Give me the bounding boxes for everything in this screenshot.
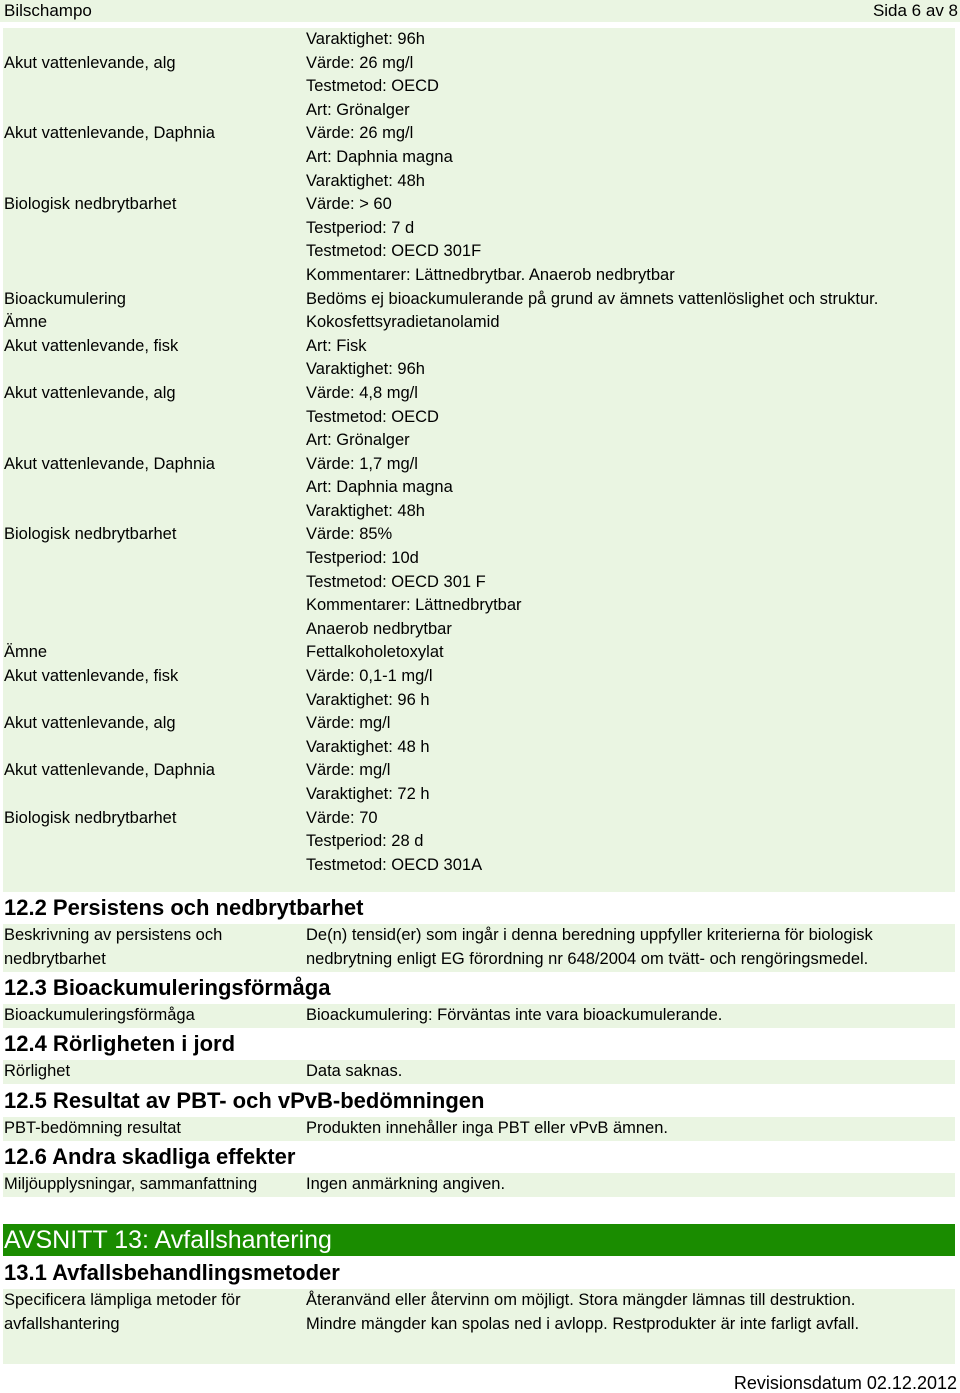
- waste-methods-label: Specificera lämpliga metoder för avfallshantering: [4, 1291, 241, 1333]
- other-effects-row: [3, 1173, 955, 1197]
- row-value-line: Värde: mg/l: [306, 714, 391, 733]
- row-value-line: Testperiod: 28 d: [306, 832, 424, 851]
- product-name: Bilschampo: [4, 1, 92, 20]
- row-values: [306, 523, 955, 641]
- table-row: [3, 52, 955, 123]
- row-value-line: Art: Grönalger: [306, 100, 410, 119]
- table-row: [3, 335, 955, 382]
- row-value-line: Värde: 1,7 mg/l: [306, 454, 418, 473]
- bioaccumulation-row: [3, 1004, 955, 1028]
- row-values: [306, 122, 955, 193]
- row-value-line: Kommentarer: Lättnedbrytbar. Anaerob nedbrytbar: [306, 265, 675, 284]
- row-values: [306, 641, 955, 665]
- table-row: [3, 193, 955, 287]
- row-values: [306, 382, 955, 453]
- table-row: [3, 523, 955, 641]
- row-values: [306, 288, 955, 312]
- table-row: [3, 311, 955, 335]
- row-value-line: Värde: 4,8 mg/l: [306, 383, 418, 402]
- row-values: [306, 807, 955, 878]
- row-label: Akut vattenlevande, alg: [4, 383, 176, 402]
- row-value-line: Art: Grönalger: [306, 431, 410, 450]
- row-label: Biologisk nedbrytbarhet: [4, 525, 177, 544]
- section-13-title: AVSNITT 13: Avfallshantering: [4, 1226, 332, 1254]
- row-value-line: Varaktighet: 96h: [306, 360, 425, 379]
- row-value-line: Anaerob nedbrytbar: [306, 619, 452, 638]
- table-row: [3, 759, 955, 806]
- row-values: [306, 52, 955, 123]
- row-values: [306, 712, 955, 759]
- row-values: [306, 665, 955, 712]
- row-value-line: Värde: 26 mg/l: [306, 53, 414, 72]
- row-label: Biologisk nedbrytbarhet: [4, 808, 177, 827]
- row-value-line: Testperiod: 7 d: [306, 218, 415, 237]
- row-value-line: Värde: mg/l: [306, 761, 391, 780]
- table-row: [3, 665, 955, 712]
- table-row: [3, 807, 955, 878]
- heading-12-3: 12.3 Bioackumuleringsförmåga: [4, 975, 331, 1000]
- table-row: [3, 382, 955, 453]
- table-row: [3, 641, 955, 665]
- waste-methods-row: [3, 1289, 955, 1364]
- row-value-line: Testperiod: 10d: [306, 549, 419, 568]
- row-values: [306, 759, 955, 806]
- heading-12-5: 12.5 Resultat av PBT- och vPvB-bedömningen: [4, 1088, 485, 1113]
- row-label: Bioackumulering: [4, 289, 126, 308]
- table-row: [3, 453, 955, 524]
- row-value-line: Varaktighet: 48h: [306, 171, 425, 190]
- mobility-label: Rörlighet: [4, 1062, 71, 1080]
- row-label: Akut vattenlevande, Daphnia: [4, 454, 215, 473]
- persistence-label: Beskrivning av persistens och nedbrytbarhet: [4, 926, 223, 968]
- row-value-line: Bedöms ej bioackumulerande på grund av ämnets vattenlöslighet och struktur.: [306, 289, 879, 308]
- row-value-line: Kokosfettsyradietanolamid: [306, 313, 500, 332]
- heading-12-6: 12.6 Andra skadliga effekter: [4, 1144, 296, 1169]
- section-13-banner: [3, 1224, 955, 1256]
- waste-methods-value: Återanvänd eller återvinn om möjligt. Stora mängder lämnas till destruktion. Mindre mängder kan spolas ned i avlopp. Restprodukter är inte farligt avfall.: [306, 1291, 860, 1333]
- row-values: [306, 311, 955, 335]
- row-value-line: Varaktighet: 72 h: [306, 785, 430, 803]
- page-header: [0, 0, 960, 22]
- row-value-line: Värde: > 60: [306, 195, 392, 214]
- row-values: [306, 193, 955, 287]
- heading-13-1: 13.1 Avfallsbehandlingsmetoder: [4, 1260, 340, 1285]
- row-value-line: Värde: 0,1-1 mg/l: [306, 667, 433, 686]
- row-value-line: Värde: 26 mg/l: [306, 124, 414, 143]
- row-label: Akut vattenlevande, alg: [4, 714, 176, 733]
- row-label: Akut vattenlevande, fisk: [4, 667, 179, 686]
- row-label: Ämne: [4, 643, 48, 662]
- table-row: [3, 288, 955, 312]
- persistence-value: De(n) tensid(er) som ingår i denna beredning uppfyller kriterierna för biologisk nedbrytning enligt EG förordning nr 648/2004 om tvätt- och rengöringsmedel.: [306, 926, 873, 968]
- row-value-line: Testmetod: OECD: [306, 407, 439, 426]
- table-row: [3, 122, 955, 193]
- row-label: Akut vattenlevande, alg: [4, 53, 176, 72]
- row-value-line: Varaktighet: 96 h: [306, 690, 430, 709]
- other-effects-value: Ingen anmärkning angiven.: [306, 1175, 506, 1193]
- heading-12-4: 12.4 Rörligheten i jord: [4, 1031, 236, 1056]
- row-value-line: Art: Daphnia magna: [306, 147, 453, 166]
- revision-date: Revisionsdatum 02.12.2012: [733, 1373, 957, 1393]
- page-number: Sida 6 av 8: [872, 1, 958, 20]
- bioaccumulation-value: Bioackumulering: Förväntas inte vara bioackumulerande.: [306, 1006, 723, 1024]
- mobility-row: [3, 1060, 955, 1084]
- row-values: [306, 335, 955, 382]
- row-value-line: Värde: 70: [306, 808, 378, 827]
- row-value-line: Testmetod: OECD 301F: [306, 242, 482, 261]
- pbt-row: [3, 1117, 955, 1141]
- row-value-line: Art: Daphnia magna: [306, 478, 453, 497]
- row-value-line: Varaktighet: 48h: [306, 501, 425, 520]
- row-value-line: Testmetod: OECD 301 F: [306, 572, 486, 591]
- pbt-label: PBT-bedömning resultat: [4, 1119, 182, 1137]
- pbt-value: Produkten innehåller inga PBT eller vPvB ämnen.: [306, 1119, 668, 1137]
- row-label: Ämne: [4, 313, 48, 332]
- row-label: Akut vattenlevande, Daphnia: [4, 761, 215, 780]
- ecotoxicity-table: [3, 28, 955, 892]
- row-value-line: Testmetod: OECD: [306, 77, 439, 96]
- row-value-line: Fettalkoholetoxylat: [306, 643, 444, 662]
- row-label: Akut vattenlevande, Daphnia: [4, 124, 215, 143]
- persistence-row: [3, 924, 955, 972]
- row-value-line: Värde: 85%: [306, 525, 393, 544]
- row-value-line: Art: Fisk: [306, 336, 367, 355]
- row-label: Akut vattenlevande, fisk: [4, 336, 179, 355]
- row-values: [306, 28, 955, 52]
- table-row: [3, 28, 955, 52]
- table-row: [3, 712, 955, 759]
- row-value-line: Testmetod: OECD 301A: [306, 855, 483, 874]
- row-value-line: Varaktighet: 48 h: [306, 737, 430, 756]
- row-value-line: Kommentarer: Lättnedbrytbar: [306, 596, 522, 615]
- bioaccumulation-label: Bioackumuleringsförmåga: [4, 1006, 195, 1024]
- row-value-line: Varaktighet: 96h: [306, 30, 425, 48]
- other-effects-label: Miljöupplysningar, sammanfattning: [4, 1175, 258, 1193]
- heading-12-2: 12.2 Persistens och nedbrytbarhet: [4, 895, 364, 920]
- row-label: Biologisk nedbrytbarhet: [4, 195, 177, 214]
- row-values: [306, 453, 955, 524]
- mobility-value: Data saknas.: [306, 1062, 403, 1080]
